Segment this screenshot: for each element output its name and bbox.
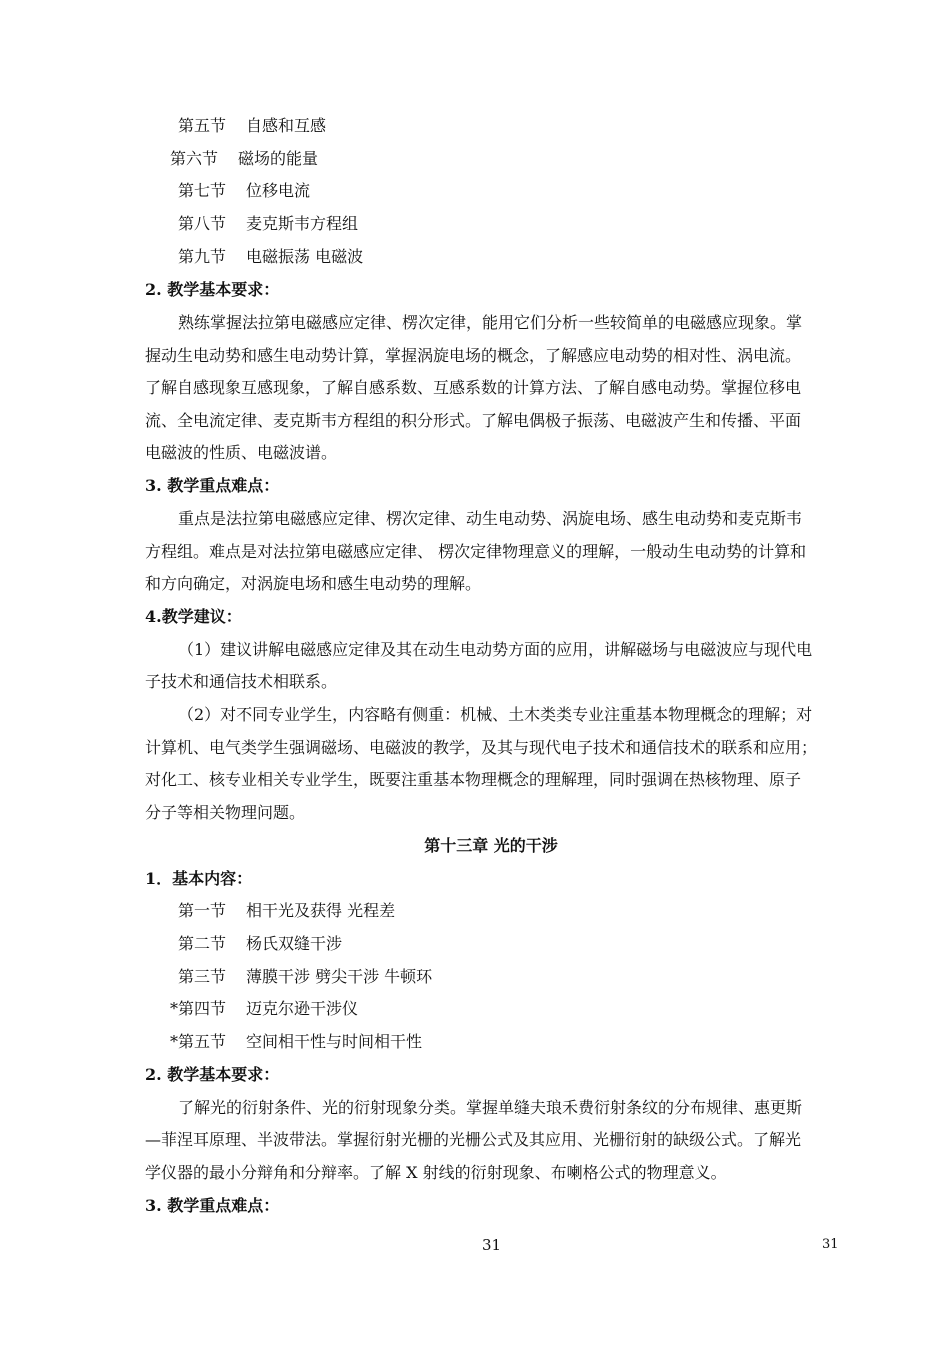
paragraph-line: 对化工、核专业相关专业学生，既要注重基本物理概念的理解理，同时强调在热核物理、原子	[145, 770, 802, 789]
paragraph-line: （2）对不同专业学生，内容略有侧重：机械、土木类类专业注重基本物理概念的理解；对	[178, 705, 813, 724]
paragraph-line: 学仪器的最小分辩角和分辩率。了解 X 射线的衍射现象、布喇格公式的物理意义。	[145, 1163, 727, 1182]
paragraph-line: —菲涅耳原理、半波带法。掌握衍射光栅的光栅公式及其应用、光栅衍射的缺级公式。了解光	[145, 1130, 802, 1149]
section-item: 第五节 自感和互感	[178, 116, 327, 135]
paragraph-line: 分子等相关物理问题。	[145, 803, 306, 822]
paragraph-line: 电磁波的性质、电磁波谱。	[145, 443, 338, 462]
section-heading: 1．基本内容：	[145, 869, 253, 888]
section-item: 第九节 电磁振荡 电磁波	[178, 247, 364, 266]
section-heading: 2. 教学基本要求：	[145, 1065, 280, 1084]
paragraph-line: 熟练掌握法拉第电磁感应定律、楞次定律，能用它们分析一些较简单的电磁感应现象。掌	[178, 313, 803, 332]
paragraph-line: （1）建议讲解电磁感应定律及其在动生电动势方面的应用，讲解磁场与电磁波应与现代电	[178, 640, 813, 659]
paragraph-line: 计算机、电气类学生强调磁场、电磁波的教学，及其与现代电子技术和通信技术的联系和应用；	[145, 738, 818, 757]
section-heading: 4.教学建议：	[145, 607, 242, 626]
section-item: 第六节 磁场的能量	[170, 149, 319, 168]
paragraph-line: 了解自感现象互感现象，了解自感系数、互感系数的计算方法、了解自感电动势。掌握位移电	[145, 378, 802, 397]
section-item: 第一节 相干光及获得 光程差	[178, 901, 396, 920]
paragraph-line: 和方向确定，对涡旋电场和感生电动势的理解。	[145, 574, 482, 593]
page-number-corner: 31	[822, 1237, 839, 1252]
section-heading: 3. 教学重点难点：	[145, 476, 280, 495]
paragraph-line: 子技术和通信技术相联系。	[145, 672, 338, 691]
section-item: 第八节 麦克斯韦方程组	[178, 214, 359, 233]
page-number: 31	[482, 1236, 502, 1254]
paragraph-line: 重点是法拉第电磁感应定律、楞次定律、动生电动势、涡旋电场、感生电动势和麦克斯韦	[178, 509, 803, 528]
paragraph-line: 流、全电流定律、麦克斯韦方程组的积分形式。了解电偶极子振荡、电磁波产生和传播、平面	[145, 411, 802, 430]
chapter-title: 第十三章 光的干涉	[424, 836, 558, 855]
paragraph-line: 握动生电动势和感生电动势计算，掌握涡旋电场的概念，了解感应电动势的相对性、涡电流。	[145, 346, 802, 365]
section-item: 第七节 位移电流	[178, 181, 311, 200]
section-item: *第四节 迈克尔逊干涉仪	[170, 999, 359, 1018]
section-item: 第三节 薄膜干涉 劈尖干涉 牛顿环	[178, 967, 433, 986]
section-item: 第二节 杨氏双缝干涉	[178, 934, 343, 953]
section-heading: 2. 教学基本要求：	[145, 280, 280, 299]
paragraph-line: 方程组。难点是对法拉第电磁感应定律、 楞次定律物理意义的理解，一般动生电动势的计算和	[145, 542, 807, 561]
section-heading: 3. 教学重点难点：	[145, 1196, 280, 1215]
paragraph-line: 了解光的衍射条件、光的衍射现象分类。掌握单缝夫琅禾费衍射条纹的分布规律、惠更斯	[178, 1098, 803, 1117]
section-item: *第五节 空间相干性与时间相干性	[170, 1032, 423, 1051]
